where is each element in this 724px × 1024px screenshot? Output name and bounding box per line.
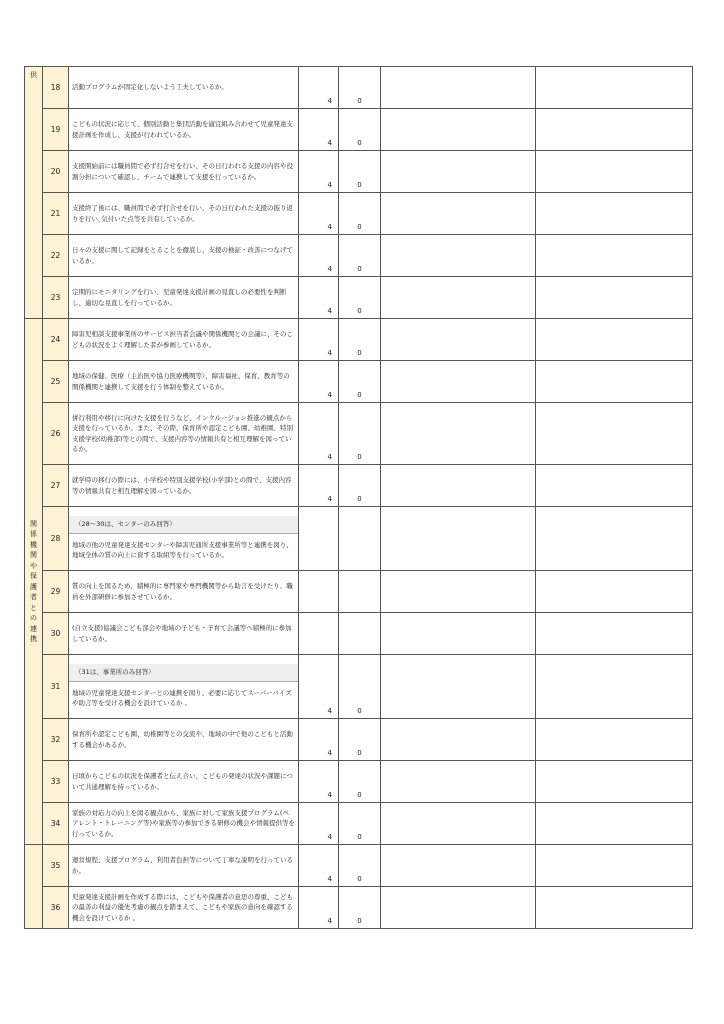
remarks-cell	[536, 319, 693, 361]
question-text: 日々の支援に関して記録をとることを徹底し、支援の検証・改善につなげているか。	[69, 235, 299, 277]
category-char: 連	[30, 624, 37, 633]
yes-count: 4	[299, 845, 339, 887]
remarks-cell	[536, 193, 693, 235]
yes-count: 4	[299, 109, 339, 151]
comment-cell	[381, 109, 536, 151]
comment-cell	[381, 319, 536, 361]
comment-cell	[381, 507, 536, 571]
question-text: 児童発達支援計画を作成する際には、こどもや保護者の意思の尊重、こどもの最善の利益の優先考慮の観点を踏まえて、こどもや家族の意向を確認する機会を設けているか 。	[69, 887, 299, 929]
no-count: 0	[339, 655, 381, 719]
row-number: 23	[43, 277, 69, 319]
question-text: 支援終了後には、職員間で必ず打合せを行い、その日行われた支援の振り返りを行い､気付いた点等を共有しているか。	[69, 193, 299, 235]
no-count: 0	[339, 235, 381, 277]
row-number: 26	[43, 403, 69, 465]
category-cell-support	[25, 67, 43, 319]
row-number: 36	[43, 887, 69, 929]
row-number: 30	[43, 613, 69, 655]
category-char: と	[30, 603, 37, 612]
question-text: 家族の対応力の向上を図る観点から、家族に対して家族支援プログラム(ペアレント・トレーニング等)や家族等の参加できる研修の機会や情報提供等を行っているか。	[69, 803, 299, 845]
question-text: 就学時の移行の際には、小学校や特別支援学校(小学部)との間で、支援内容等の情報共有と相互理解を図っているか。	[69, 465, 299, 507]
category-char: 者	[30, 593, 37, 601]
table-row	[25, 193, 693, 235]
category-char: 携	[30, 635, 37, 643]
no-count	[339, 613, 381, 655]
remarks-cell	[536, 109, 693, 151]
yes-count: 4	[299, 361, 339, 403]
yes-count: 4	[299, 887, 339, 929]
remarks-cell	[536, 151, 693, 193]
yes-count: 4	[299, 193, 339, 235]
question-text: (自立支援)協議会こども部会や地域の子ども・子育て会議等へ積極的に参加しているか。	[69, 613, 299, 655]
no-count: 0	[339, 845, 381, 887]
row-number: 29	[43, 571, 69, 613]
comment-cell	[381, 655, 536, 719]
comment-cell	[381, 235, 536, 277]
comment-cell	[381, 571, 536, 613]
no-count: 0	[339, 277, 381, 319]
center-only-note: （28～30は、センターのみ回答）	[69, 516, 298, 534]
no-count: 0	[339, 887, 381, 929]
row-number: 34	[43, 803, 69, 845]
category-char: 係	[30, 530, 37, 538]
table-row	[25, 803, 693, 845]
office-only-note: （31は、事業所のみ回答）	[69, 664, 298, 682]
table-row	[25, 403, 693, 465]
table-row	[25, 465, 693, 507]
remarks-cell	[536, 235, 693, 277]
question-text: 質の向上を図るため、積極的に専門家や専門機関等から助言を受けたり、職員を外部研修に参加させているか。	[69, 571, 299, 613]
remarks-cell	[536, 845, 693, 887]
yes-count	[299, 507, 339, 571]
category-char: 関	[30, 519, 37, 528]
yes-count	[299, 571, 339, 613]
category-char: 保	[30, 572, 37, 580]
no-count: 0	[339, 719, 381, 761]
table-row	[25, 319, 693, 361]
yes-count: 4	[299, 67, 339, 109]
category-char: 関	[30, 551, 37, 559]
category-cell-liaison	[25, 319, 43, 845]
no-count: 0	[339, 151, 381, 193]
category-char: 護	[30, 582, 37, 591]
table-row	[25, 761, 693, 803]
question-text: 活動プログラムが固定化しないよう工夫しているか。	[69, 67, 299, 109]
yes-count: 4	[299, 719, 339, 761]
row-number: 22	[43, 235, 69, 277]
evaluation-table	[24, 66, 693, 929]
yes-count: 4	[299, 235, 339, 277]
comment-cell	[381, 465, 536, 507]
no-count: 0	[339, 67, 381, 109]
yes-count	[299, 613, 339, 655]
question-text: こどもの状況に応じて、個別活動と集団活動を適宜組み合わせて児童発達支援計画を作成し、支援が行われているか。	[69, 109, 299, 151]
comment-cell	[381, 277, 536, 319]
comment-cell	[381, 719, 536, 761]
table-row	[25, 361, 693, 403]
remarks-cell	[536, 465, 693, 507]
comment-cell	[381, 403, 536, 465]
category-char: 機	[30, 540, 37, 549]
row-number: 32	[43, 719, 69, 761]
no-count: 0	[339, 803, 381, 845]
row-number: 24	[43, 319, 69, 361]
yes-count: 4	[299, 319, 339, 361]
question-text: 支援開始前には職員間で必ず打合せを行い、その日行われる支援の内容や役割分担について確認し、チームで連携して支援を行っているか。	[69, 151, 299, 193]
table-row	[25, 613, 693, 655]
table-row	[25, 277, 693, 319]
remarks-cell	[536, 403, 693, 465]
row-number: 21	[43, 193, 69, 235]
row-number: 35	[43, 845, 69, 887]
yes-count: 4	[299, 655, 339, 719]
row-number: 27	[43, 465, 69, 507]
row-number: 19	[43, 109, 69, 151]
remarks-cell	[536, 507, 693, 571]
yes-count: 4	[299, 277, 339, 319]
comment-cell	[381, 613, 536, 655]
table-row	[25, 655, 693, 719]
no-count: 0	[339, 361, 381, 403]
comment-cell	[381, 193, 536, 235]
no-count: 0	[339, 465, 381, 507]
remarks-cell	[536, 655, 693, 719]
table-row	[25, 845, 693, 887]
comment-cell	[381, 845, 536, 887]
table-row	[25, 67, 693, 109]
row-number: 28	[43, 507, 69, 571]
category-char: や	[30, 561, 37, 570]
question-text: 運営規程、支援プログラム、利用者負担等について丁寧な説明を行っているか。	[69, 845, 299, 887]
comment-cell	[381, 761, 536, 803]
question-text: 定期的にモニタリングを行い、児童発達支援計画の見直しの必要性を判断し、適切な見直しを行っているか。	[69, 277, 299, 319]
question-cell	[69, 655, 299, 719]
comment-cell	[381, 67, 536, 109]
table-row	[25, 151, 693, 193]
remarks-cell	[536, 277, 693, 319]
remarks-cell	[536, 613, 693, 655]
remarks-cell	[536, 887, 693, 929]
remarks-cell	[536, 719, 693, 761]
yes-count: 4	[299, 403, 339, 465]
comment-cell	[381, 361, 536, 403]
no-count: 0	[339, 109, 381, 151]
remarks-cell	[536, 571, 693, 613]
row-number: 31	[43, 655, 69, 719]
category-char: の	[30, 614, 37, 622]
category-label: 供	[30, 71, 37, 79]
table-row	[25, 887, 693, 929]
comment-cell	[381, 151, 536, 193]
yes-count: 4	[299, 761, 339, 803]
question-text: 日頃からこどもの状況を保護者と伝え合い、こどもの発達の状況や課題について共通理解を持っているか。	[69, 761, 299, 803]
table-row	[25, 719, 693, 761]
table-row	[25, 235, 693, 277]
remarks-cell	[536, 67, 693, 109]
yes-count: 4	[299, 465, 339, 507]
table-row	[25, 109, 693, 151]
table-row	[25, 571, 693, 613]
yes-count: 4	[299, 151, 339, 193]
question-text: 地域の児童発達支援センターとの連携を図り、必要に応じてスーパーバイズや助言等を受ける機会を設けているか 。	[72, 688, 292, 708]
row-number: 25	[43, 361, 69, 403]
category-cell-parents	[25, 845, 43, 929]
question-text: 障害児相談支援事業所のサービス担当者会議や関係機関との会議に、そのこどもの状況をよく理解した者が参画しているか。	[69, 319, 299, 361]
question-text: 保育所や認定こども園、幼稚園等との交流や、地域の中で他のこどもと活動する機会があるか。	[69, 719, 299, 761]
row-number: 18	[43, 67, 69, 109]
question-cell	[69, 507, 299, 571]
comment-cell	[381, 887, 536, 929]
no-count: 0	[339, 319, 381, 361]
no-count: 0	[339, 403, 381, 465]
comment-cell	[381, 803, 536, 845]
row-number: 20	[43, 151, 69, 193]
table-row	[25, 507, 693, 571]
no-count: 0	[339, 761, 381, 803]
row-number: 33	[43, 761, 69, 803]
remarks-cell	[536, 803, 693, 845]
remarks-cell	[536, 761, 693, 803]
remarks-cell	[536, 361, 693, 403]
no-count	[339, 571, 381, 613]
yes-count: 4	[299, 803, 339, 845]
no-count: 0	[339, 193, 381, 235]
question-text: 併行利用や移行に向けた支援を行うなど、インクルージョン推進の観点から支援を行っているか。また、その際、保育所や認定こども園、幼稚園、特別支援学校(幼稚部)等との間で、支援内容等の情報共有と相互理解を図っているか。	[69, 403, 299, 465]
no-count	[339, 507, 381, 571]
question-text: 地域の他の児童発達支援センターや障害児通所支援事業所等と連携を図り、地域全体の質の向上に資する取組等を行っているか。	[72, 540, 293, 560]
question-text: 地域の保健、医療（主治医や協力医療機関等）、障害福祉、保育、教育等の関係機関と連携して支援を行う体制を整えているか。	[69, 361, 299, 403]
